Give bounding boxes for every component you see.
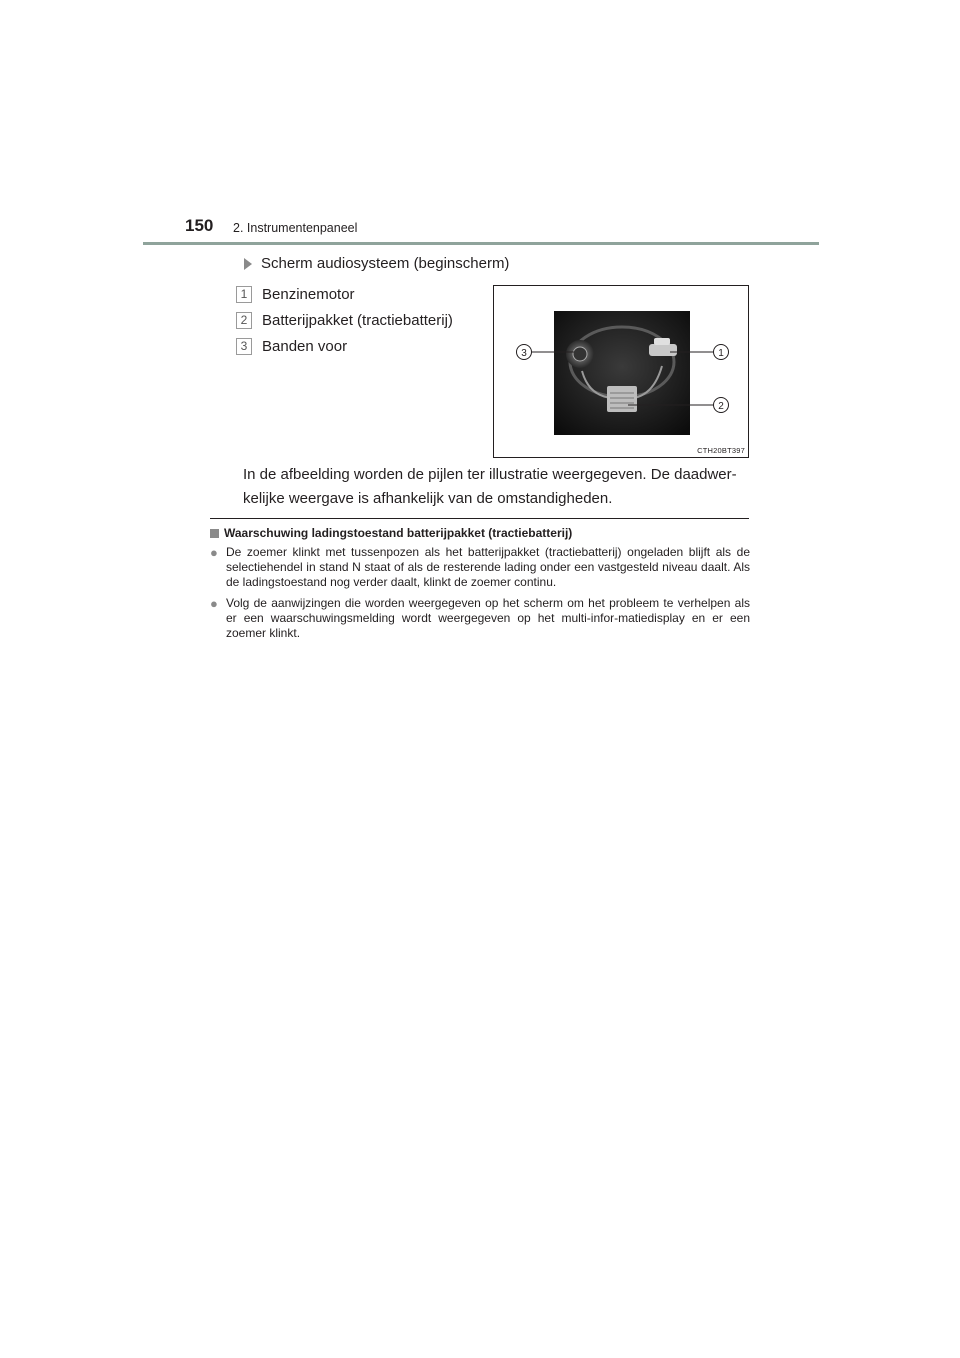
callout-label-1: 1 [718,348,724,359]
circle-bullet-icon: ● [210,545,218,560]
legend-number-box: 2 [236,312,252,329]
legend-list [236,281,453,359]
figure-code: CTH20BT397 [697,446,745,455]
chapter-title: 2. Instrumentenpaneel [233,221,358,235]
note-divider [210,518,749,519]
legend-number-box: 1 [236,286,252,303]
page-number: 150 [185,216,214,235]
battery-icon [607,386,637,412]
section-heading-text: Scherm audiosysteem (beginscherm) [261,255,510,272]
bullet-text: De zoemer klinkt met tussenpozen als het batterijpakket (tractiebatterij) ongeladen blijft als de selectiehendel in stand N staat of als de resterende lading onder een vastgesteld niveau daalt. Als de ladingstoestand nog verder daalt, klinkt de zoemer continu. [226,545,750,589]
legend-label: Benzinemotor [262,285,355,303]
header-divider [143,242,819,245]
legend-item [236,307,453,333]
legend-label: Batterijpakket (tractiebatterij) [262,311,453,329]
triangle-arrow-icon [244,258,252,270]
callout-label-3: 3 [521,348,527,359]
bullet-text: Volg de aanwijzingen die worden weergegeven op het scherm om het probleem te verhelpen als er een waarschuwingsmelding wordt weergegeven op het multi-infor-matiedisplay en er een zoemer klinkt. [226,596,750,640]
bullet-item [210,545,750,590]
tire-hub [573,347,587,361]
energy-monitor-figure [493,285,749,458]
section-heading [244,255,509,272]
legend-item [236,333,453,359]
legend-item [236,281,453,307]
bullet-item [210,596,750,641]
screen-background [554,311,690,435]
square-bullet-icon [210,529,219,538]
note-heading [210,526,572,540]
note-title-text: Waarschuwing ladingstoestand batterijpakket (tractiebatterij) [224,526,573,540]
note-bullets [210,545,750,647]
description-paragraph: In de afbeelding worden de pijlen ter illustratie weergegeven. De daadwer-kelijke weergave is afhankelijk van de omstandigheden. [243,466,737,507]
legend-label: Banden voor [262,337,348,355]
callout-label-2: 2 [718,401,724,412]
circle-bullet-icon: ● [210,596,218,611]
energy-monitor-illustration [494,286,748,457]
legend-number-box: 3 [236,338,252,355]
